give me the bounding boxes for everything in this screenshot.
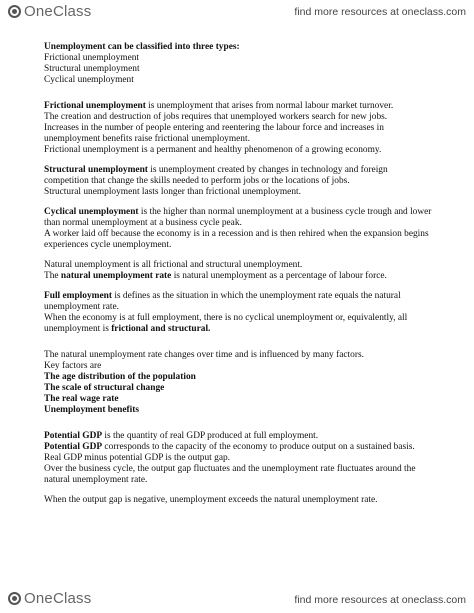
oneclass-logo-icon <box>8 592 21 605</box>
oneclass-logo-icon <box>8 5 21 18</box>
structural-definition: Structural unemployment is unemployment created by changes in technology and foreign <box>44 165 388 175</box>
paragraph-line: Increases in the number of people entering and reentering the labour force and increases in <box>44 123 384 133</box>
paragraph-line: The natural unemployment rate changes over time and is influenced by many factors. <box>44 350 364 360</box>
paragraph-line: unemployment benefits raise frictional unemployment. <box>44 134 250 144</box>
paragraph-line: Frictional unemployment is a permanent and healthy phenomenon of a growing economy. <box>44 145 382 155</box>
paragraph-line: A worker laid off because the economy is in a recession and is then rehired when the expansion begins <box>44 229 429 239</box>
logo-text: OneClass <box>24 3 92 20</box>
paragraph-line: When the output gap is negative, unemployment exceeds the natural unemployment rate. <box>44 495 378 505</box>
factor-item: The real wage rate <box>44 394 119 404</box>
paragraph-line: natural unemployment rate. <box>44 475 148 485</box>
oneclass-logo[interactable] <box>8 3 91 20</box>
factor-item: Unemployment benefits <box>44 405 140 415</box>
full-employment-definition: Full employment is defines as the situation in which the unemployment rate equals the natural <box>44 291 401 301</box>
paragraph-line: The creation and destruction of jobs requires that unemployed workers search for new jobs. <box>44 112 388 122</box>
cyclical-definition: Cyclical unemployment is the higher than normal unemployment at a business cycle trough and lower <box>44 207 432 217</box>
promo-link[interactable]: find more resources at oneclass.com <box>294 594 466 606</box>
logo-text: OneClass <box>24 590 92 607</box>
potential-gdp-capacity: Potential GDP corresponds to the capacity of the economy to produce output on a sustained basis. <box>44 442 415 452</box>
factor-item: The age distribution of the population <box>44 372 196 382</box>
oneclass-logo[interactable] <box>8 590 91 607</box>
paragraph-line: Over the business cycle, the output gap fluctuates and the unemployment rate fluctuates around the <box>44 464 416 474</box>
document-body <box>44 42 444 506</box>
type-item: Frictional unemployment <box>44 53 140 63</box>
type-item: Cyclical unemployment <box>44 75 134 85</box>
frictional-definition: Frictional unemployment is unemployment that arises from normal labour market turnover. <box>44 101 394 111</box>
paragraph-line: Real GDP minus potential GDP is the output gap. <box>44 453 231 463</box>
paragraph-line: than normal unemployment at a business cycle peak. <box>44 218 242 228</box>
paragraph-line: When the economy is at full employment, there is no cyclical unemployment or, equivalently, all <box>44 313 408 323</box>
bottom-banner <box>0 588 474 612</box>
natural-rate-definition: The natural unemployment rate is natural unemployment as a percentage of labour force. <box>44 271 387 281</box>
factor-item: The scale of structural change <box>44 383 165 393</box>
paragraph-line: Structural unemployment lasts longer than frictional unemployment. <box>44 187 301 197</box>
promo-link[interactable]: find more resources at oneclass.com <box>294 6 466 18</box>
type-item: Structural unemployment <box>44 64 140 74</box>
paragraph-line: competition that change the skills needed to perform jobs or the locations of jobs. <box>44 176 350 186</box>
potential-gdp-definition: Potential GDP is the quantity of real GDP produced at full employment. <box>44 431 319 441</box>
paragraph-line: Natural unemployment is all frictional and structural unemployment. <box>44 260 303 270</box>
paragraph-line: experiences cycle unemployment. <box>44 240 172 250</box>
paragraph-line: unemployment is frictional and structural. <box>44 324 211 334</box>
paragraph-line: unemployment rate. <box>44 302 119 312</box>
paragraph-line: Key factors are <box>44 361 102 371</box>
types-heading: Unemployment can be classified into three types: <box>44 42 240 52</box>
top-banner <box>0 0 474 24</box>
